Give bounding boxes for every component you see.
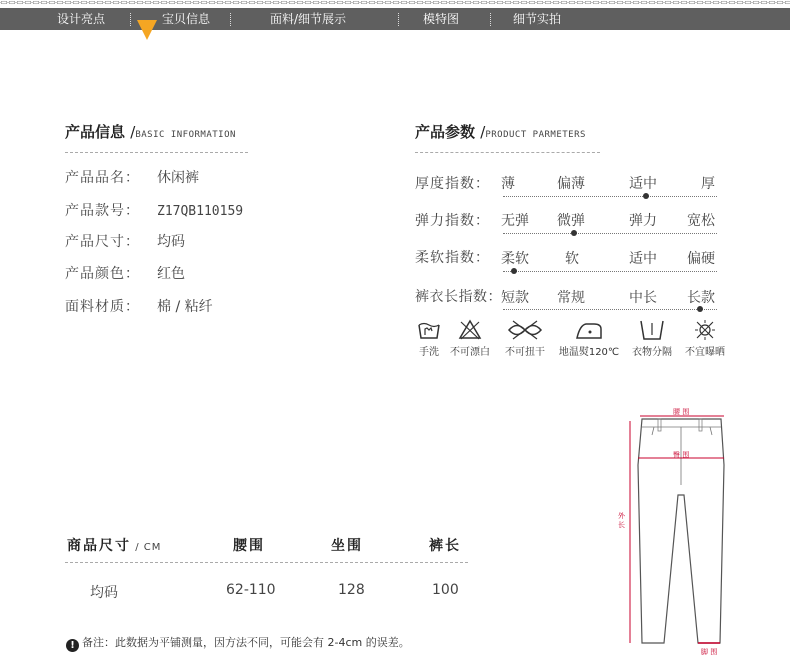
size-col-hip: 坐围 bbox=[331, 538, 363, 554]
info-row-material: 面料材质： 棉 / 粘纤 bbox=[65, 299, 213, 315]
hand-wash-icon bbox=[417, 319, 441, 341]
size-row-waist: 62-110 bbox=[226, 582, 276, 598]
care-wash-separately: 衣物分隔 bbox=[626, 319, 678, 359]
param-track bbox=[503, 233, 717, 234]
nav-separator bbox=[490, 13, 491, 26]
waist-label: 腰 围 bbox=[673, 408, 690, 416]
nav-item-model[interactable]: 模特图 bbox=[423, 12, 460, 26]
hem-label: 脚 围 bbox=[701, 648, 718, 656]
active-nav-marker-icon bbox=[137, 20, 157, 40]
info-row-color: 产品颜色： 红色 bbox=[65, 266, 185, 282]
no-wring-icon bbox=[505, 319, 545, 341]
nav-item-product-info[interactable]: 宝贝信息 bbox=[162, 12, 211, 26]
param-indicator bbox=[643, 193, 649, 199]
product-params-heading: 产品参数 /PRODUCT PARMETERS bbox=[415, 123, 586, 141]
param-indicator bbox=[571, 230, 577, 236]
param-track bbox=[503, 196, 717, 197]
measurement-note: ! 备注：此数据为平铺测量，因方法不同，可能会有 2-4cm 的误差。 bbox=[66, 634, 410, 652]
info-row-style: 产品款号： Z17QB110159 bbox=[65, 203, 244, 219]
size-col-waist: 腰围 bbox=[233, 538, 265, 554]
care-no-wring: 不可扭干 bbox=[500, 319, 550, 359]
nav-item-design[interactable]: 设计亮点 bbox=[57, 12, 106, 26]
param-indicator bbox=[697, 306, 703, 312]
warning-icon: ! bbox=[66, 639, 79, 652]
size-row-length: 100 bbox=[432, 582, 459, 598]
nav-separator bbox=[398, 13, 399, 26]
size-row-hip: 128 bbox=[338, 582, 365, 598]
care-no-bleach: 不可漂白 bbox=[445, 319, 495, 359]
size-col-length: 裤长 bbox=[429, 538, 461, 554]
care-hand-wash: 手洗 bbox=[414, 319, 444, 359]
product-info-heading: 产品信息 /BASIC INFORMATION bbox=[65, 123, 236, 141]
nav-separator bbox=[130, 13, 131, 26]
top-chain-border bbox=[0, 0, 790, 7]
divider bbox=[415, 152, 600, 153]
nav-separator bbox=[230, 13, 231, 26]
divider bbox=[65, 562, 468, 563]
care-low-iron: 地温熨120℃ bbox=[556, 319, 622, 359]
no-bleach-icon bbox=[458, 319, 482, 341]
nav-item-photos[interactable]: 细节实拍 bbox=[513, 12, 562, 26]
info-row-name: 产品品名： 休闲裤 bbox=[65, 170, 199, 186]
param-track bbox=[503, 309, 717, 310]
info-row-size: 产品尺寸： 均码 bbox=[65, 234, 185, 250]
no-sun-icon bbox=[693, 319, 717, 341]
wash-separately-icon bbox=[638, 319, 666, 341]
nav-bar bbox=[0, 8, 790, 30]
divider bbox=[65, 152, 248, 153]
size-row-size: 均码 bbox=[90, 585, 118, 601]
hip-label: 臀 围 bbox=[673, 451, 690, 459]
pants-measurement-diagram bbox=[620, 405, 740, 657]
outer-length-label: 外 长 bbox=[618, 512, 625, 529]
nav-item-fabric-detail[interactable]: 面料/细节展示 bbox=[270, 12, 347, 26]
param-track bbox=[503, 271, 717, 272]
care-no-sun: 不宜曝晒 bbox=[680, 319, 730, 359]
param-indicator bbox=[511, 268, 517, 274]
size-table-title: 商品尺寸 / CM bbox=[67, 538, 162, 554]
low-iron-icon bbox=[574, 319, 604, 341]
